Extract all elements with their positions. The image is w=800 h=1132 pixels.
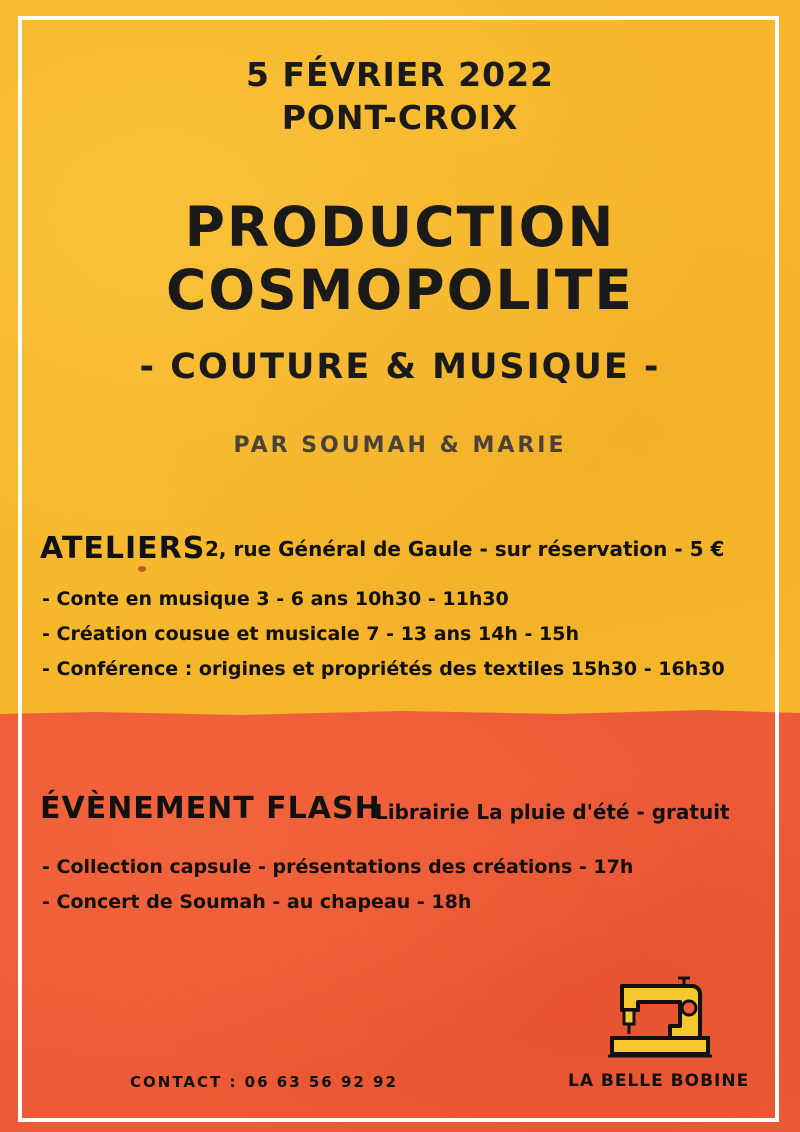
event-heading: ÉVÈNEMENT FLASH [40, 791, 381, 826]
list-item: - Conférence : origines et propriétés des textiles 15h30 - 16h30 [42, 658, 725, 680]
paint-speck-icon [137, 565, 147, 573]
brand-name: LA BELLE BOBINE [568, 1071, 750, 1091]
byline: PAR SOUMAH & MARIE [233, 433, 567, 458]
list-item: - Concert de Soumah - au chapeau - 18h [42, 891, 472, 913]
event-list [42, 850, 633, 920]
title-line-1: PRODUCTION [184, 195, 616, 259]
list-item: - Conte en musique 3 - 6 ans 10h30 - 11h30 [42, 588, 509, 610]
ateliers-heading: ATELIERS [40, 531, 206, 566]
list-item: - Collection capsule - présentations des créations - 17h [42, 856, 634, 878]
event-info: Librairie La pluie d'été - gratuit [375, 800, 730, 824]
contact-phone: CONTACT : 06 63 56 92 92 [130, 1073, 398, 1091]
sewing-machine-icon [608, 976, 712, 1060]
ateliers-info: 2, rue Général de Gaule - sur réservation - 5 € [205, 537, 725, 561]
subtitle: - COUTURE & MUSIQUE - [139, 347, 661, 387]
event-place: PONT-CROIX [281, 98, 519, 137]
list-item: - Création cousue et musicale 7 - 13 ans 14h - 15h [42, 623, 580, 645]
event-date: 5 FÉVRIER 2022 [245, 55, 555, 94]
title-line-2: COSMOPOLITE [166, 258, 634, 322]
white-frame [18, 16, 779, 1122]
ateliers-list [42, 582, 725, 687]
